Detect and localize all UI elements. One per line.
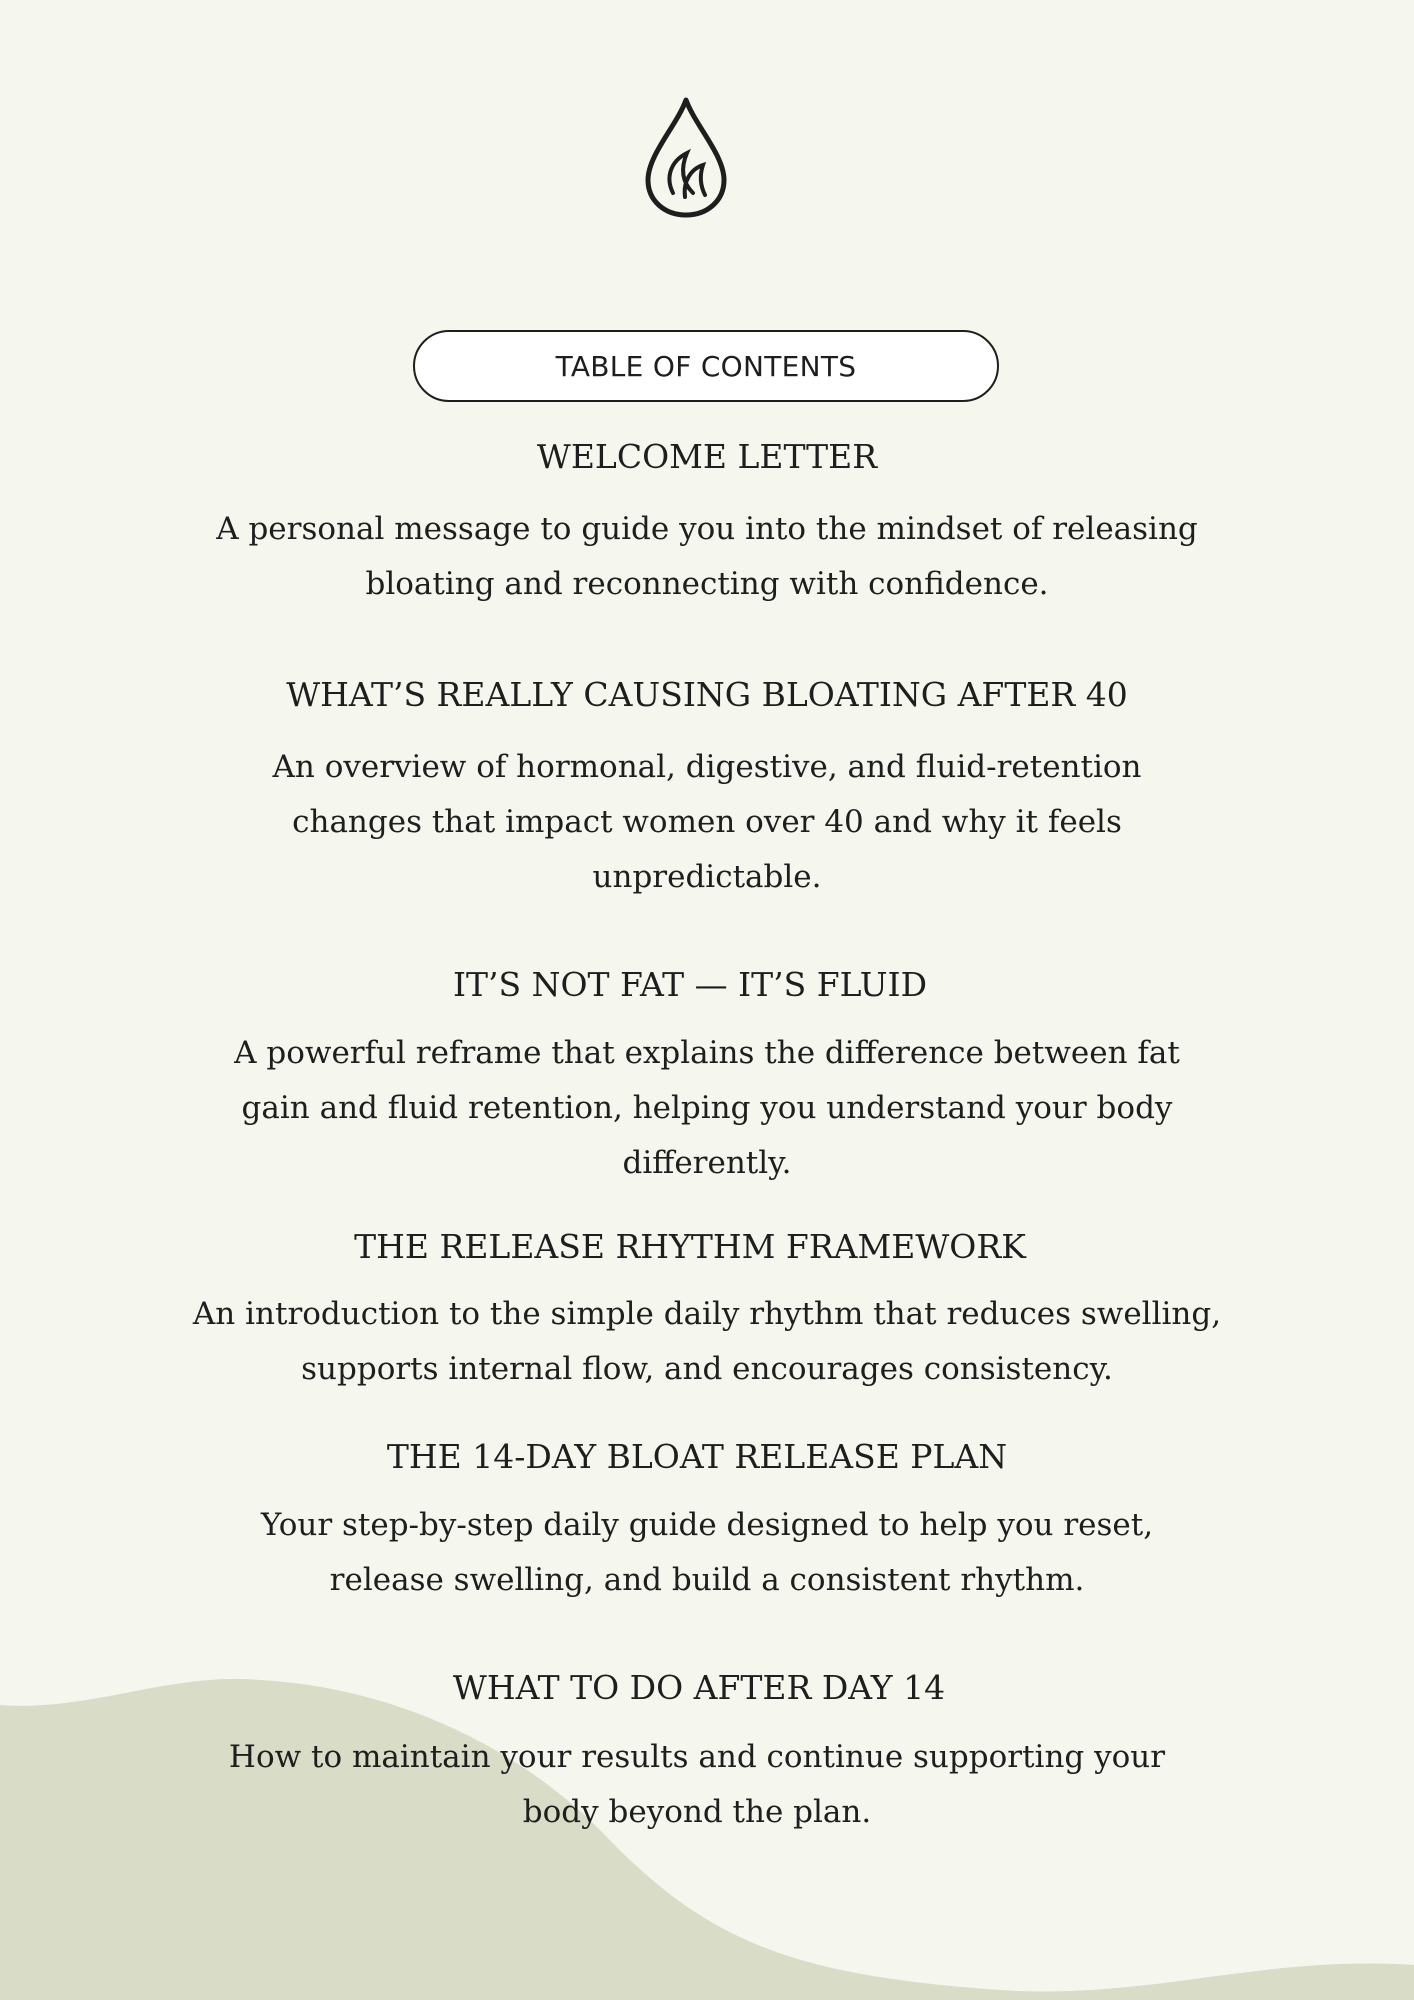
toc-entry-description-not-fat: A powerful reframe that explains the difference between fat gain and fluid retention, helping you understand your body differently. [234,1035,1180,1181]
toc-entry-description-after-day-14: How to maintain your results and continue supporting your body beyond the plan. [228,1739,1166,1830]
toc-entry-title-14-day-plan[interactable]: THE 14-DAY BLOAT RELEASE PLAN [386,1437,1008,1476]
water-drop-leaf-icon [643,95,729,220]
toc-entry-description-welcome-letter: A personal message to guide you into the mindset of releasing bloating and reconnecting with confidence. [216,511,1198,602]
toc-entry-description-framework: An introduction to the simple daily rhythm that reduces swelling, supports internal flow, and encourages consistency. [192,1296,1222,1387]
toc-entry-title-framework[interactable]: THE RELEASE RHYTHM FRAMEWORK [354,1227,1026,1266]
toc-entry-description-14-day-plan: Your step-by-step daily guide designed to help you reset, release swelling, and build a consistent rhythm. [260,1507,1154,1598]
toc-entry-title-not-fat[interactable]: IT’S NOT FAT — IT’S FLUID [452,965,928,1004]
toc-entry-title-after-day-14[interactable]: WHAT TO DO AFTER DAY 14 [452,1668,946,1707]
toc-entry-title-causes[interactable]: WHAT’S REALLY CAUSING BLOATING AFTER 40 [286,675,1128,714]
toc-entry-description-causes: An overview of hormonal, digestive, and fluid-retention changes that impact women over 40 and why it feels unpredictable. [272,749,1142,895]
table-of-contents-label: TABLE OF CONTENTS [413,330,999,402]
toc-entry-title-welcome-letter[interactable]: WELCOME LETTER [536,437,878,476]
